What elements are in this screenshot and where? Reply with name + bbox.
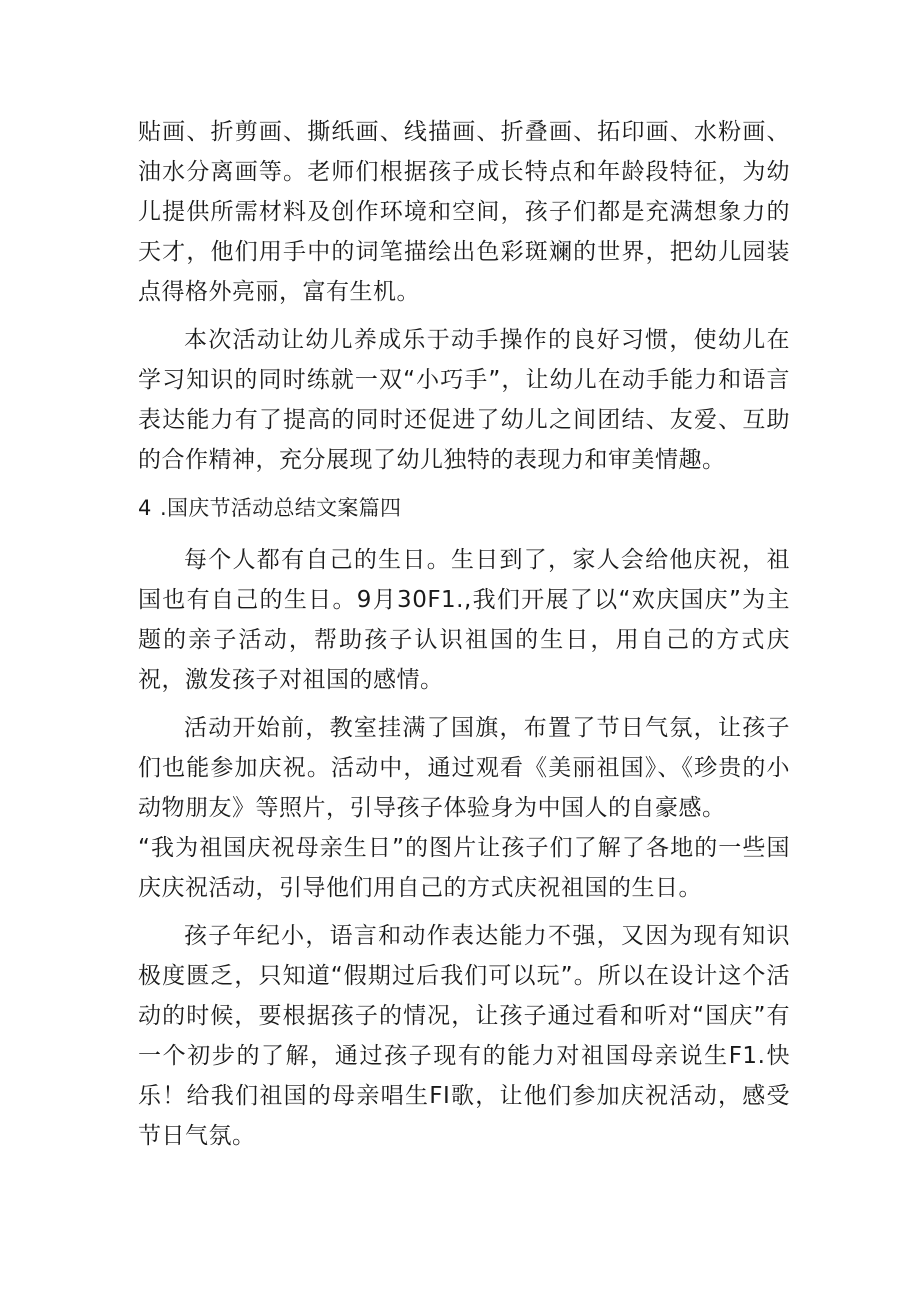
document-body (138, 112, 790, 1164)
paragraph-art-types: 贴画、折剪画、撕纸画、线描画、折叠画、拓印画、水粉画、油水分离画等。老师们根据孩子成长特点和年龄段特征，为幼儿提供所需材料及创作环境和空间，孩子们都是充满想象力的天才，他们用手中的词笔描绘出色彩斑斓的世界，把幼儿园装点得格外亮丽，富有生机。 (138, 119, 790, 305)
section-heading (138, 488, 790, 528)
paragraph-birthday-intro: 每个人都有自己的生日。生日到了，家人会给他庆祝，祖国也有自己的生日。9月30F1.,我们开展了以“欢庆国庆”为主题的亲子活动，帮助孩子认识祖国的生日，用自己的方式庆祝，激发孩子对祖国的感情。 (138, 547, 790, 693)
paragraph-before-activity: 活动开始前，教室挂满了国旗，布置了节日气氛，让孩子们也能参加庆祝。活动中，通过观看《美丽祖国》、《珍贵的小动物朋友》等照片，引导孩子体验身为中国人的自豪感。 (138, 715, 790, 821)
paragraph-children-abilities: 孩子年纪小，语言和动作表达能力不强，又因为现有知识极度匮乏，只知道“假期过后我们可以玩”。所以在设计这个活动的时候，要根据孩子的情况，让孩子通过看和听对“国庆”有一个初步的了解，通过孩子现有的能力对祖国母亲说生F1.快乐！给我们祖国的母亲唱生FI歌，让他们参加庆祝活动，感受节日气氛。 (138, 923, 790, 1149)
paragraph-celebration-pictures: “我为祖国庆祝母亲生日”的图片让孩子们了解了各地的一些国庆庆祝活动，引导他们用自己的方式庆祝祖国的生日。 (138, 835, 790, 901)
paragraph-activity-summary: 本次活动让幼儿养成乐于动手操作的良好习惯，使幼儿在学习知识的同时练就一双“小巧手”，让幼儿在动手能力和语言表达能力有了提高的同时还促进了幼儿之间团结、友爱、互助的合作精神，充分展现了幼儿独特的表现力和审美情趣。 (138, 327, 790, 473)
section-number: 4 (138, 496, 152, 520)
section-title: .国庆节活动总结文案篇四 (160, 496, 402, 520)
